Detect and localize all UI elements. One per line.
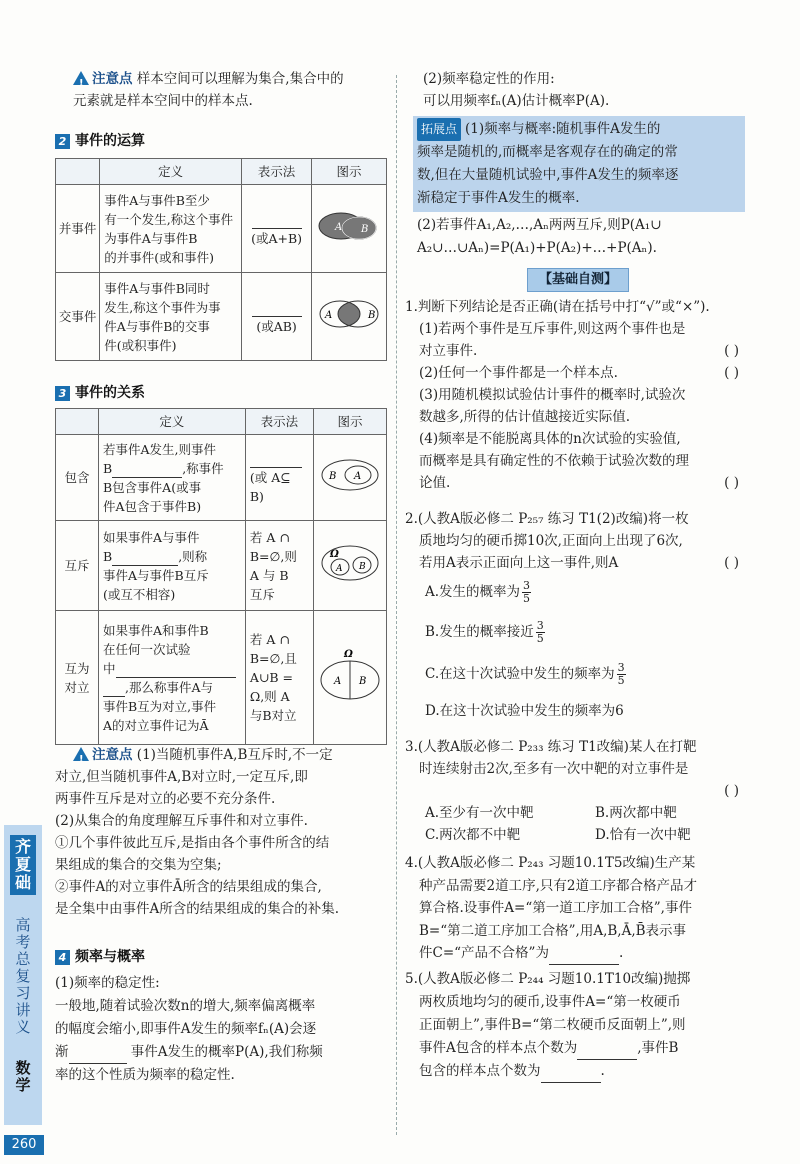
answer-blank[interactable] <box>252 316 302 317</box>
event-operations-table <box>55 158 387 361</box>
svg-text:B: B <box>368 310 376 321</box>
answer-blank[interactable] <box>549 964 619 965</box>
option-c[interactable]: C.两次都不中靶 <box>425 827 521 843</box>
definition-cell: 若事件A发生,则事件 B ,称事件 B包含事件A(或事 件A包含于事件B) <box>99 435 246 521</box>
column-divider <box>396 75 397 1135</box>
sidebar <box>4 825 44 1155</box>
section-4-heading <box>55 946 145 966</box>
union-venn-diagram <box>312 185 387 273</box>
complementary-venn-diagram <box>314 611 387 745</box>
option-b[interactable]: B.发生的概率接近 $\frac{3}{5}$ <box>425 619 544 645</box>
warning-icon <box>73 747 89 761</box>
event-relations-table <box>55 408 387 745</box>
book-title: 高考总复习讲义 <box>15 916 31 1036</box>
svg-text:A: A <box>354 471 362 482</box>
answer-blank[interactable] <box>250 467 302 468</box>
section-2-heading <box>55 130 145 150</box>
col-header: 表示法 <box>245 409 313 435</box>
col-header: 定义 <box>100 159 242 185</box>
svg-text:Ω: Ω <box>344 649 353 660</box>
svg-text:A: A <box>325 310 333 321</box>
answer-blank[interactable] <box>116 677 236 678</box>
row-label: 交事件 <box>56 273 100 361</box>
note-1 <box>73 68 393 112</box>
note-text: 元素就是样本空间中的样本点. <box>73 93 253 109</box>
subject-label: 数学 <box>15 1059 31 1094</box>
svg-text:Ω: Ω <box>330 549 339 560</box>
svg-text:B: B <box>359 562 366 572</box>
row-label: 互斥 <box>56 521 99 611</box>
section-title: 事件的运算 <box>75 133 145 149</box>
notation-cell: (或 A⊆ B) <box>245 435 313 521</box>
section-number: 3 <box>55 386 70 401</box>
svg-text:B: B <box>329 471 337 482</box>
mutually-exclusive-venn-diagram <box>314 521 387 611</box>
question-2: 2.(人教A版必修二 P₂₅₇ 练习 T1(2)改编)将一枚 质地均匀的硬币掷10次,正面向上出现了6次, 若用A表示正面向上这一事件,则A ( ) A.发生的概率为 $\frac{3}{5}$ B.发生的概率接近 $\frac{3}{5}$ C.在这十次试验中发生的频率为 $\frac{3}{5}$ D.在这十次试验中发生的频率为6 <box>405 508 745 722</box>
note-2: !注意点 (1)当随机事件A,B互斥时,不一定 对立,但当随机事件A,B对立时,一定互斥,即 两事件互斥是对立的必要不充分条件. (2)从集合的角度理解互斥事件和对立事件. ①几个事件彼此互斥,是指由各个事件所含的结 果组成的集合的交集为空集; ②事件A的对立事件Ā所含的结果组成的集合, 是全集中由事件A所含的结果组成的集合的补集. <box>55 744 389 920</box>
option-b[interactable]: B.两次都中靶 <box>595 805 677 821</box>
question-3: 3.(人教A版必修二 P₂₃₃ 练习 T1改编)某人在打靶 时连续射击2次,至多有一次中靶的对立事件是 ( ) A.至少有一次中靶 B.两次都中靶 C.两次都不中靶 D.恰有一次中靶 <box>405 736 745 846</box>
frequency-usage: (2)频率稳定性的作用: 可以用频率fₙ(A)估计概率P(A). <box>423 71 610 109</box>
question-5: 5.(人教A版必修二 P₂₄₄ 习题10.1T10改编)抛掷 两枚质地均匀的硬币,设事件A=“第一枚硬币 正面朝上”,事件B=“第二枚硬币反面朝上”,则 事件A包含的样本点个数为 ,事件B 包含的样本点个数为 . <box>405 968 745 1083</box>
expansion-point: 拓展点 (1)频率与概率:随机事件A发生的 频率是随机的,而概率是客观存在的确定的常 数,但在大量随机试验中,事件A发生的频率逐 渐稳定于事件A发生的概率. (2)若事件A₁,A₂,…,Aₙ两两互斥,则P(A₁∪ A₂∪…∪Aₙ)=P(A₁)+P(A₂)+…+P(Aₙ). <box>413 116 745 262</box>
table-row <box>56 521 387 611</box>
table-row <box>56 273 387 361</box>
svg-text:B: B <box>359 676 367 687</box>
option-c[interactable]: C.在这十次试验中发生的频率为 $\frac{3}{5}$ <box>425 661 625 687</box>
svg-text:A: A <box>335 222 343 233</box>
definition-cell: 事件A与事件B同时 发生,称这个事件为事 件A与事件B的交事 件(或积事件) <box>100 273 242 361</box>
question-4: 4.(人教A版必修二 P₂₄₃ 习题10.1T5改编)生产某 种产品需要2道工序,只有2道工序都合格产品才 算合格.设事件A=“第一道工序加工合格”,事件 B=“第二道工序加工合格”,用A,B,Ā,B̄表示事 件C=“产品不合格”为 . <box>405 852 745 965</box>
section-number: 4 <box>55 950 70 965</box>
answer-blank[interactable] <box>103 696 125 697</box>
table-row <box>56 185 387 273</box>
answer-paren[interactable]: ( ) <box>724 475 739 491</box>
note-label: 注意点 <box>92 71 133 87</box>
warning-icon <box>73 71 89 85</box>
option-a[interactable]: A.发生的概率为 $\frac{3}{5}$ <box>425 579 531 605</box>
notation-cell: 若 A ∩ B=∅,则 A 与 B 互斥 <box>245 521 313 611</box>
note-label: 注意点 <box>92 747 133 763</box>
svg-text:A: A <box>334 676 342 687</box>
svg-text:A: A <box>336 564 343 574</box>
col-header: 图示 <box>314 409 387 435</box>
answer-blank[interactable] <box>112 477 182 478</box>
section-title: 频率与概率 <box>75 949 145 965</box>
brand-logo: 齐夏础 <box>10 835 36 895</box>
self-test-heading: 【基础自测】 <box>527 268 629 292</box>
col-header: 图示 <box>312 159 387 185</box>
option-a[interactable]: A.至少有一次中靶 <box>425 805 534 821</box>
page-number: 260 <box>4 1135 44 1155</box>
answer-paren[interactable]: ( ) <box>724 555 739 571</box>
col-header: 定义 <box>99 409 246 435</box>
section-number: 2 <box>55 134 70 149</box>
note-text: 样本空间可以理解为集合,集合中的 <box>136 71 344 87</box>
answer-paren[interactable]: ( ) <box>724 365 739 381</box>
expansion-highlight: 拓展点 (1)频率与概率:随机事件A发生的 频率是随机的,而概率是客观存在的确定的常 数,但在大量随机试验中,事件A发生的频率逐 渐稳定于事件A发生的概率. <box>413 116 745 212</box>
col-header: 表示法 <box>242 159 312 185</box>
notation-cell: (或A+B) <box>242 185 312 273</box>
intersection-venn-diagram <box>312 273 387 361</box>
row-label: 包含 <box>56 435 99 521</box>
svg-text:B: B <box>361 224 369 235</box>
notation-cell: 若 A ∩ B=∅,且 A∪B = Ω,则 A 与B对立 <box>245 611 313 745</box>
answer-blank[interactable] <box>252 228 302 229</box>
answer-blank[interactable] <box>541 1082 601 1083</box>
row-label: 并事件 <box>56 185 100 273</box>
answer-paren[interactable]: ( ) <box>724 783 739 799</box>
question-1: 1.判断下列结论是否正确(请在括号中打“√”或“×”). (1)若两个事件是互斥事件,则这两个事件也是 对立事件. ( ) (2)任何一个事件都是一个样本点. ( ) (3)用随机模拟试验估计事件的概率时,试验次 数越多,所得的估计值越接近实际值. (4)频率是不能脱离具体的n次试验的实验值, 而概率是具有确定性的不依赖于试验次数的理 论值. ( ) <box>405 296 745 494</box>
subset-venn-diagram <box>314 435 387 521</box>
table-row <box>56 611 387 745</box>
section-3-heading <box>55 382 145 402</box>
row-label: 互为对立 <box>56 611 99 745</box>
option-d[interactable]: D.恰有一次中靶 <box>595 827 691 843</box>
definition-cell: 事件A与事件B至少 有一个发生,称这个事件 为事件A与事件B 的并事件(或和事件) <box>100 185 242 273</box>
answer-blank[interactable] <box>112 565 178 566</box>
table-row <box>56 435 387 521</box>
definition-cell: 如果事件A和事件B 在任何一次试验 中 ,那么称事件A与 事件B互为对立,事件 A的对立事件记为Ā <box>99 611 246 745</box>
option-d[interactable]: D.在这十次试验中发生的频率为6 <box>425 703 624 719</box>
expansion-badge: 拓展点 <box>417 118 461 141</box>
notation-cell: (或AB) <box>242 273 312 361</box>
frequency-stability-text: (1)频率的稳定性: 一般地,随着试验次数n的增大,频率偏离概率 的幅度会缩小,即事件A发生的频率fₙ(A)会逐 渐 事件A发生的概率P(A),我们称频 率的这个性质为频率的稳定性. <box>55 975 323 1083</box>
section-title: 事件的关系 <box>75 385 145 401</box>
definition-cell: 如果事件A与事件 B ,则称 事件A与事件B互斥 (或互不相容) <box>99 521 246 611</box>
answer-paren[interactable]: ( ) <box>724 343 739 359</box>
